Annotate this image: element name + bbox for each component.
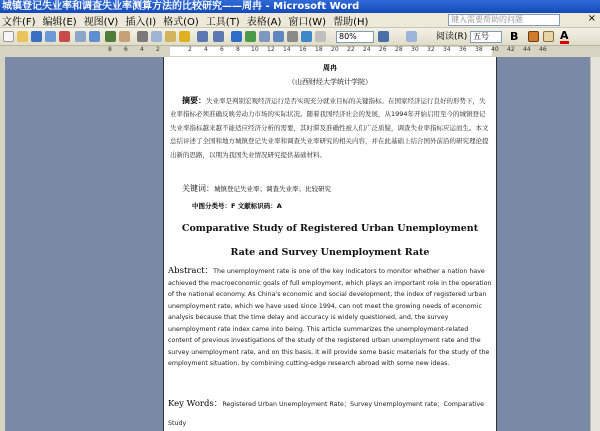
ruler-mark: 34 xyxy=(443,46,451,53)
abstract-en-text: The unemployment rate is one of the key indicators to monitor whether a nation have achieved the macroeconomic goals of full employment, which plays an important role in the operation of the national economy. As China's economic and social development, the index of registered urban unemployment rate, which we have used since 1994, can not meet the growing needs of economic analysis because that the time delay and accuracy is widely questioned, and, the survey unemployment rate index came into being. This article summarizes the unemployment-related content of previous investigations of the study of the registered urban unemployment rate and the survey unemployment rate, and on this basis, it will provide some basic materials for the study of the employment situation, by combining cutting-edge research abroad with some new ideas. xyxy=(168,268,492,367)
redo-icon[interactable] xyxy=(213,31,224,42)
tables-borders-icon[interactable] xyxy=(245,31,256,42)
columns-icon[interactable] xyxy=(287,31,298,42)
copy-icon[interactable] xyxy=(151,31,162,42)
menu-help[interactable]: 帮助(H) xyxy=(333,16,369,28)
document-author: 周冉 xyxy=(323,64,337,72)
menu-format[interactable]: 格式(O) xyxy=(163,16,199,28)
ruler-mark: 2 xyxy=(188,46,192,53)
keywords-en-text: Registered Urban Unemployment Rate；Survey Unemployment rate；Comparative Study xyxy=(168,401,485,427)
ruler-mark: 26 xyxy=(379,46,387,53)
border-icon[interactable] xyxy=(543,31,554,42)
research-icon[interactable] xyxy=(119,31,130,42)
menu-tools[interactable]: 工具(T) xyxy=(205,16,240,28)
vertical-scrollbar[interactable] xyxy=(590,57,600,431)
ruler-mark: 20 xyxy=(331,46,339,53)
abstract-cn xyxy=(170,94,490,162)
menu-insert[interactable]: 插入(I) xyxy=(125,16,157,28)
spelling-icon[interactable] xyxy=(105,31,116,42)
save-icon[interactable] xyxy=(31,31,42,42)
ruler-mark: 16 xyxy=(299,46,307,53)
format-painter-icon[interactable] xyxy=(179,31,190,42)
drawing-icon[interactable] xyxy=(301,31,312,42)
bold-button[interactable]: B xyxy=(510,30,519,43)
email-icon[interactable] xyxy=(59,31,70,42)
keywords-en-label: Key Words： xyxy=(168,399,223,409)
ruler-mark: 24 xyxy=(363,46,371,53)
cut-icon[interactable] xyxy=(137,31,148,42)
help-icon[interactable] xyxy=(378,31,389,42)
read-mode-icon[interactable] xyxy=(406,31,417,42)
ruler-mark: 8 xyxy=(108,46,112,53)
print-preview-icon[interactable] xyxy=(89,31,100,42)
font-size-select[interactable]: 五号 xyxy=(470,31,502,43)
hyperlink-icon[interactable] xyxy=(231,31,242,42)
vertical-ruler[interactable] xyxy=(0,57,5,431)
ruler-mark: 6 xyxy=(220,46,224,53)
menu-view[interactable]: 视图(V) xyxy=(83,16,119,28)
ruler-mark: 40 xyxy=(491,46,499,53)
ruler-mark: 10 xyxy=(251,46,259,53)
ruler-mark: 42 xyxy=(507,46,515,53)
english-title xyxy=(164,217,496,265)
ruler-mark: 38 xyxy=(475,46,483,53)
font-color-button[interactable]: A xyxy=(560,29,569,42)
menu-edit[interactable]: 编辑(E) xyxy=(42,16,77,28)
ruler-mark: 2 xyxy=(156,46,160,53)
window-titlebar xyxy=(0,0,600,13)
insert-excel-icon[interactable] xyxy=(273,31,284,42)
abstract-en-label: Abstract： xyxy=(168,266,214,276)
horizontal-ruler[interactable] xyxy=(0,46,600,57)
ruler-mark: 4 xyxy=(204,46,208,53)
close-document-icon[interactable]: × xyxy=(587,13,596,24)
zoom-select[interactable]: 80% xyxy=(336,31,374,43)
keywords-cn-text: 城镇登记失业率；调查失业率；比较研究 xyxy=(214,185,331,193)
english-title-line1: Comparative Study of Registered Urban Unemployment xyxy=(181,223,479,234)
new-document-icon[interactable] xyxy=(3,31,14,42)
english-title-line2: Rate and Survey Unemployment Rate xyxy=(230,247,430,258)
ruler-mark: 46 xyxy=(539,46,547,53)
menu-file[interactable]: 文件(F) xyxy=(2,16,36,28)
help-search-input[interactable]: 键入需要帮助的问题 xyxy=(448,14,560,26)
insert-table-icon[interactable] xyxy=(259,31,270,42)
undo-icon[interactable] xyxy=(197,31,208,42)
standard-toolbar xyxy=(0,28,600,46)
ruler-mark: 6 xyxy=(124,46,128,53)
abstract-en xyxy=(168,266,494,370)
menu-window[interactable]: 窗口(W) xyxy=(288,16,327,28)
ruler-mark: 28 xyxy=(395,46,403,53)
ruler-mark: 14 xyxy=(283,46,291,53)
ruler-mark: 18 xyxy=(315,46,323,53)
window-title: 城镇登记失业率和调查失业率测算方法的比较研究——周冉 - Microsoft Word xyxy=(2,1,360,12)
open-folder-icon[interactable] xyxy=(17,31,28,42)
keywords-cn-label: 关键词： xyxy=(182,184,214,193)
menu-table[interactable]: 表格(A) xyxy=(246,16,282,28)
ruler-mark: 8 xyxy=(236,46,240,53)
ruler-mark: 32 xyxy=(427,46,435,53)
document-affiliation: （山西财经大学统计学院） xyxy=(288,78,372,86)
keywords-en xyxy=(168,395,494,431)
document-page[interactable] xyxy=(163,57,497,431)
ruler-mark: 22 xyxy=(347,46,355,53)
permission-icon[interactable] xyxy=(45,31,56,42)
keywords-cn xyxy=(182,183,331,194)
paste-icon[interactable] xyxy=(165,31,176,42)
read-mode-button[interactable]: 阅读(R) xyxy=(436,32,468,42)
print-icon[interactable] xyxy=(75,31,86,42)
abstract-cn-label: 摘要： xyxy=(182,96,206,105)
classification-line: 中图分类号：F 文献标识码：A xyxy=(192,202,282,210)
document-map-icon[interactable] xyxy=(315,31,326,42)
ruler-mark: 36 xyxy=(459,46,467,53)
menu-bar xyxy=(0,13,600,28)
ruler-mark: 12 xyxy=(267,46,275,53)
ruler-mark: 4 xyxy=(140,46,144,53)
ruler-mark: 44 xyxy=(523,46,531,53)
abstract-cn-text: 失业率是判别宏观经济运行是否实现充分就业目标的关键指标。在国家经济运行良好的形势下，失业率指标必须准确反映劳动力市场的实际状况。随着我国经济社会的发展，从1994年开始启用至今的城镇登记失业率指标越来越不能适应经济分析的需要，其时滞及准确性被人们广泛质疑，调查失业率指标应运而生。本文总结评述了全国和地方城镇登记失业率和调查失业率研究的相关内容，并在此基础上结合国外前沿的研究理论提出新的思路，以期为我国失业情况研究提供基础材料。 xyxy=(170,97,489,159)
ruler-mark: 30 xyxy=(411,46,419,53)
highlight-icon[interactable] xyxy=(528,31,539,42)
